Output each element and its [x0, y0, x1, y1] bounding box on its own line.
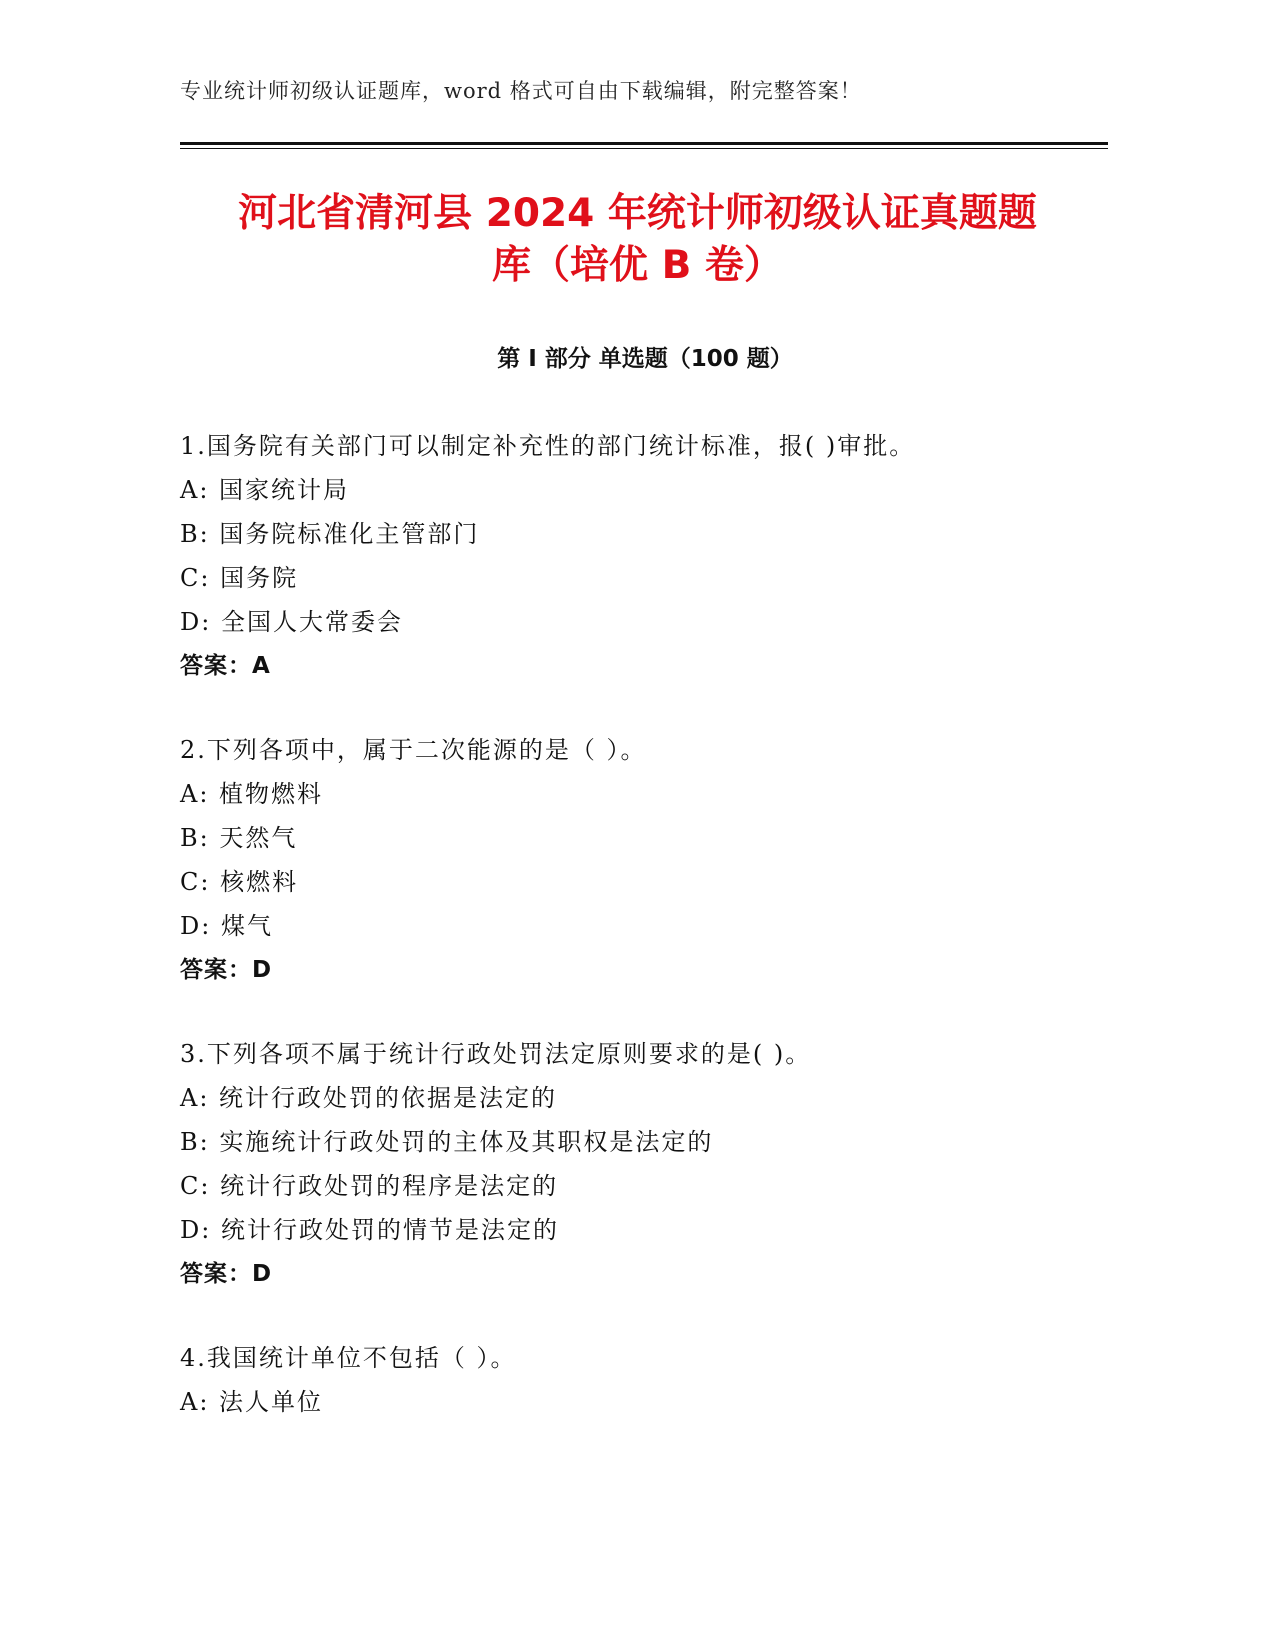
header-divider-thick	[180, 142, 1108, 145]
question-stem: 2.下列各项中，属于二次能源的是（ ）。	[180, 736, 647, 764]
answer-line: 答案：D	[180, 957, 273, 983]
option-b: B: 实施统计行政处罚的主体及其职权是法定的	[180, 1128, 714, 1156]
question-item	[180, 728, 1110, 992]
option-c: C: 核燃料	[180, 868, 299, 896]
option-d: D: 煤气	[180, 912, 273, 940]
option-d: D: 统计行政处罚的情节是法定的	[180, 1216, 559, 1244]
header-divider-thin	[180, 148, 1108, 149]
option-a: A: 法人单位	[180, 1388, 324, 1416]
section-title: 第 I 部分 单选题（100 题）	[497, 346, 793, 372]
question-stem: 1.国务院有关部门可以制定补充性的部门统计标准，报( )审批。	[180, 432, 916, 460]
header-note: 专业统计师初级认证题库，word 格式可自由下载编辑，附完整答案！	[180, 79, 862, 103]
option-a: A: 统计行政处罚的依据是法定的	[180, 1084, 558, 1112]
option-b: B: 天然气	[180, 824, 298, 852]
question-stem: 3.下列各项不属于统计行政处罚法定原则要求的是( )。	[180, 1040, 812, 1068]
option-c: C: 统计行政处罚的程序是法定的	[180, 1172, 559, 1200]
option-c: C: 国务院	[180, 564, 299, 592]
answer-line: 答案：D	[180, 1261, 273, 1287]
option-d: D: 全国人大常委会	[180, 608, 403, 636]
option-a: A: 国家统计局	[180, 476, 350, 504]
question-item	[180, 1032, 1110, 1296]
document-title-line-1: 河北省清河县 2024 年统计师初级认证真题题	[238, 191, 1037, 236]
document-title-line-2: 库（培优 B 卷）	[492, 243, 783, 288]
document-title	[140, 188, 1135, 292]
option-a: A: 植物燃料	[180, 780, 324, 808]
answer-line: 答案：A	[180, 653, 271, 679]
option-b: B: 国务院标准化主管部门	[180, 520, 480, 548]
question-list	[180, 424, 1110, 1464]
question-item	[180, 424, 1110, 688]
question-stem: 4.我国统计单位不包括（ ）。	[180, 1344, 517, 1372]
question-item	[180, 1336, 1110, 1424]
